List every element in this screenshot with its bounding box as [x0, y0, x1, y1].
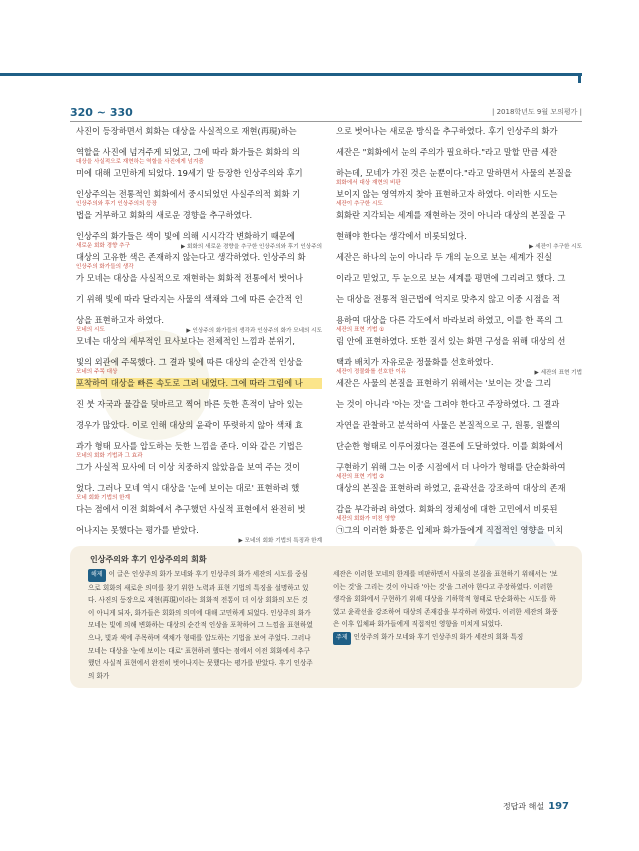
margin-note: 세잔이 정물화를 선호한 이유: [336, 369, 407, 375]
line-text: 감을 부각하려 하였다. 회화의 정체성에 대한 고민에서 비롯된: [336, 504, 558, 514]
paragraph-summary: ▶ 세잔의 표현 기법: [534, 370, 582, 376]
line-text: 기 위해 빛에 따라 달라지는 사물의 색채와 그에 따른 순간적 인: [76, 294, 303, 304]
line-text: 세잔은 사물의 본질을 표현하기 위해서는 '보이는 것'을 그리: [336, 378, 552, 388]
line-text: ㉠그의 이러한 화풍은 입체파 화가들에게 직접적인 영향을 미치: [336, 525, 564, 535]
page-footer: [503, 801, 569, 812]
page-header: [70, 106, 582, 120]
text-line: [76, 504, 322, 525]
line-text: 는 대상을 전통적 원근법에 억지로 맞추지 않고 이중 시점을 적: [336, 294, 561, 304]
top-rule-end: [578, 73, 581, 83]
line-text: 림 안에 표현하였다. 또한 질서 있는 화면 구성을 위해 대상의 선: [336, 336, 566, 346]
text-line: [76, 126, 322, 147]
theme-badge: 해제: [88, 569, 106, 582]
line-text: 구현하기 위해 그는 이중 시점에서 더 나아가 형태를 단순화하여: [336, 462, 566, 472]
margin-note: 모네의 회화 기법과 그 효과: [76, 453, 143, 459]
line-text: 회화란 지각되는 세계를 재현하는 것이 아니라 대상의 본질을 구: [336, 210, 566, 220]
margin-note: 회화에서 대상 재현의 비판: [336, 180, 401, 186]
text-line: [76, 273, 322, 294]
text-line: [336, 231, 582, 252]
text-line: [76, 147, 322, 168]
text-line: [336, 168, 582, 189]
margin-note: 모네의 시도: [76, 327, 105, 333]
margin-note: 인상주의와 후기 인상주의의 등장: [76, 201, 157, 207]
text-line: [76, 399, 322, 420]
line-text: 경우가 많았다. 이로 인해 대상의 윤곽이 뚜렷하지 않아 색채 효: [76, 420, 303, 430]
text-line: [76, 231, 322, 252]
text-line: [336, 420, 582, 441]
line-text: 세잔은 "회화에서 눈의 주의가 필요하다."라고 말할 만큼 세잔: [336, 147, 558, 157]
line-text: 대상의 고유한 색은 존재하지 않는다고 생각하였다. 인상주의 화: [76, 252, 306, 262]
footer-label: 정답과 해설: [502, 802, 545, 811]
line-text: 사진이 등장하면서 회화는 대상을 사실적으로 재현(再現)하는: [76, 126, 297, 136]
line-text: 단순한 형태로 이루어졌다는 결론에 도달하였다. 이를 회화에서: [336, 441, 563, 451]
summary-body-left: 이 글은 인상주의 화가 모네와 후기 인상주의 화가 세잔의 시도를 중심으로 회화의 새로운 의미를 찾기 위한 노력과 표현 기법의 특징을 설명하고 있다. 사진의 등장으로 재현(再現)이라는 회화적 전통이 더 이상 회화의 모든 것이 아니게 되자, 화가들은 회화의 의미에 대해 고민하게 되었다. 인상주의 화가 모네는 빛에 의해 변화하는 대상의 순간적 인상을 포착하여 그 느낌을 표현하였으나, 빛과 색에 주목하며 색채가 형태를 압도하는 기법을 보여 주었다. 그러나 모네는 대상을 '눈에 보이는 대로' 표현하려 했다는 점에서 이전 회화에서 추구했던 사실적 표현에서 완전히 벗어나지는 못했다는 평가를 받았다. 후기 인상주의 화가: [88, 570, 313, 680]
line-text: 하는데, 모네가 가진 것은 눈뿐이다."라고 말하면서 사물의 본질을: [336, 168, 572, 178]
line-text: 과가 형태 묘사를 압도하는 듯한 느낌을 준다. 이와 같은 기법은: [76, 441, 303, 451]
summary-title: 인상주의와 후기 인상주의의 회화: [90, 555, 207, 564]
text-line: [336, 294, 582, 315]
line-text: 대상의 본질을 표현하려 하였고, 윤곽선을 강조하여 대상의 존재: [336, 483, 566, 493]
text-line: [76, 420, 322, 441]
line-text: 다는 점에서 이전 회화에서 추구했던 사실적 표현에서 완전히 벗: [76, 504, 306, 514]
line-text: 어나지는 못했다는 평가를 받았다.: [76, 525, 199, 535]
line-text: 법을 거부하고 회화의 새로운 경향을 추구하였다.: [76, 210, 253, 220]
text-line: [76, 189, 322, 210]
left-column: [76, 126, 322, 567]
top-rule: [0, 73, 582, 76]
text-line: [336, 252, 582, 273]
paragraph-summary: ▶ 세잔이 추구한 시도: [529, 244, 582, 250]
text-line: [336, 378, 582, 399]
text-line: [336, 504, 582, 525]
text-line: [76, 168, 322, 189]
line-text: 진 붓 자국과 물감을 덧바르고 찍어 바른 듯한 흔적이 남아 있는: [76, 399, 303, 409]
text-line: [76, 525, 322, 546]
text-line: [336, 189, 582, 210]
text-line: [336, 525, 582, 546]
margin-note: 세잔의 회화가 미친 영향: [336, 516, 396, 522]
text-line: [76, 441, 322, 462]
header-divider: [70, 121, 582, 122]
line-text: 는 것이 아니라 '아는 것'을 그려야 한다고 주장하였다. 그 결과: [336, 399, 560, 409]
summary-topic: 인상주의 화가 모네와 후기 인상주의 화가 세잔의 회화 특징: [353, 632, 524, 641]
paragraph-summary: ▶ 모네의 회화 기법의 특징과 한계: [238, 538, 322, 544]
page-number: 197: [548, 801, 569, 812]
text-line: [76, 378, 322, 399]
line-text: 가 모네는 대상을 사실적으로 재현하는 회화적 전통에서 벗어나: [76, 273, 303, 283]
text-line: [76, 483, 322, 504]
right-column: [336, 126, 582, 567]
exam-title: | 2018학년도 9월 모의평가 |: [492, 108, 582, 116]
summary-body-right: 세잔은 이러한 모네의 한계를 비판하면서 사물의 본질을 표현하기 위해서는 '보이는 것'을 그리는 것이 아니라 '아는 것'을 그려야 한다고 주장하였다. 이러한 생각을 회화에서 구현하기 위해 대상을 기하학적 형태로 단순화하는 시도를 하였고 윤곽선을 강조하여 대상의 존재감을 부각하려 하였다. 이러한 세잔의 화풍은 이후 입체파 화가들에게 직접적인 영향을 미치게 되었다.: [333, 570, 558, 629]
line-text: 미에 대해 고민하게 되었다. 19세기 말 등장한 인상주의와 후기: [76, 168, 303, 178]
margin-note: 대상을 사실적으로 재현하는 역할을 사진에게 넘겨줌: [76, 159, 204, 165]
text-line: [336, 126, 582, 147]
text-line: [336, 399, 582, 420]
line-text: 이라고 믿었고, 두 눈으로 보는 세계를 평면에 그리려고 했다. 그: [336, 273, 566, 283]
line-text: 자연을 관찰하고 분석하여 사물은 본질적으로 구, 원통, 원뿔의: [336, 420, 561, 430]
paragraph-summary: ▶ 회화의 새로운 경향을 추구한 인상주의와 후기 인상주의: [180, 244, 322, 250]
text-line: [336, 441, 582, 462]
text-line: [76, 357, 322, 378]
margin-note: 세잔의 표현 기법 ②: [336, 474, 385, 480]
line-text: 빛의 외관에 주목했다. 그 결과 빛에 따른 대상의 순간적 인상을: [76, 357, 303, 367]
margin-note: 세잔이 추구한 시도: [336, 201, 383, 207]
line-text: 현해야 한다는 생각에서 비롯되었다.: [336, 231, 467, 241]
line-text: 모네는 대상의 세부적인 묘사보다는 전체적인 느낌과 분위기,: [76, 336, 295, 346]
text-line: [76, 462, 322, 483]
text-line: [336, 357, 582, 378]
text-line: [76, 294, 322, 315]
line-text: 인상주의는 전통적인 회화에서 중시되었던 사실주의적 회화 기: [76, 189, 301, 199]
text-line: [76, 315, 322, 336]
margin-note: 모네 회화 기법의 한계: [76, 495, 130, 501]
line-text: 인상주의 화가들은 색이 빛에 의해 시시각각 변화하기 때문에: [76, 231, 295, 241]
line-text: 으로 벗어나는 새로운 방식을 추구하였다. 후기 인상주의 화가: [336, 126, 558, 136]
margin-note: 인상주의 화가들의 생각: [76, 264, 134, 270]
line-text: 었다. 그러나 모네 역시 대상을 '눈에 보이는 대로' 표현하려 했: [76, 483, 300, 493]
text-line: [336, 315, 582, 336]
text-line: [76, 252, 322, 273]
line-text: 상을 표현하고자 하였다.: [76, 315, 165, 325]
line-text: 보이지 않는 영역까지 찾아 표현하고자 하였다. 이러한 시도는: [336, 189, 558, 199]
text-line: [76, 210, 322, 231]
text-line: [336, 273, 582, 294]
line-text: 세잔은 하나의 눈이 아니라 두 개의 눈으로 보는 세계가 진실: [336, 252, 553, 262]
line-text: 용하여 대상을 다른 각도에서 바라보려 하였고, 이를 한 폭의 그: [336, 315, 563, 325]
margin-note: 새로운 회화 경향 추구: [76, 243, 130, 249]
line-text: 택과 배치가 자유로운 정물화를 선호하였다.: [336, 357, 494, 367]
text-line: [336, 483, 582, 504]
summary-right: [333, 568, 558, 645]
text-line: [336, 210, 582, 231]
summary-box: [70, 546, 582, 688]
paragraph-summary: ▶ 인상주의 화가들의 생각과 인상주의 화가 모네의 시도: [186, 328, 322, 334]
text-line: [76, 336, 322, 357]
text-line: [336, 336, 582, 357]
text-line: [336, 147, 582, 168]
summary-left: [88, 568, 313, 682]
line-text: 그가 사실적 묘사에 더 이상 치중하지 않았음을 보여 주는 것이: [76, 462, 301, 472]
line-text: 포착하여 대상을 빠른 속도로 그려 내었다. 그에 따라 그림에 나: [76, 378, 322, 389]
margin-note: 세잔의 표현 기법 ①: [336, 327, 385, 333]
margin-note: 모네의 주목 대상: [76, 369, 118, 375]
topic-badge: 주제: [333, 632, 351, 645]
line-text: 역할을 사진에 넘겨주게 되었고, 그에 따라 화가들은 회화의 의: [76, 147, 301, 157]
text-line: [336, 462, 582, 483]
question-range: 320 ~ 330: [70, 106, 133, 119]
